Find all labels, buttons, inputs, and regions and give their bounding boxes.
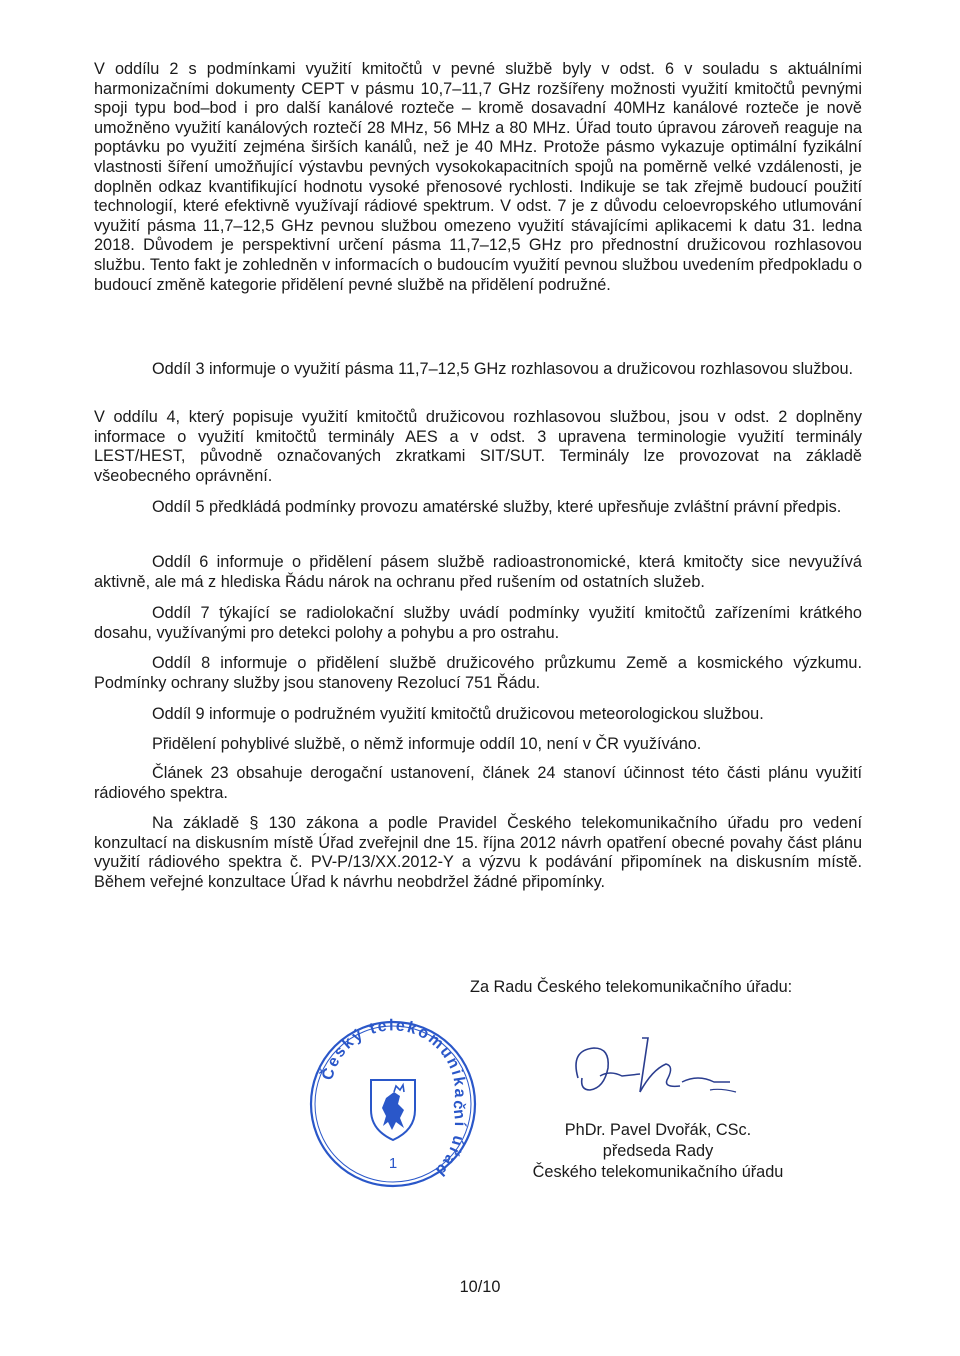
paragraph-section-3: Oddíl 3 informuje o využití pásma 11,7–12,5 GHz rozhlasovou a družicovou rozhlasovou službou. — [152, 360, 854, 378]
paragraph-section-2: V oddílu 2 s podmínkami využití kmitočtů v pevné službě byly v odst. 6 v souladu s aktuálními harmonizačními dokumenty CEPT v pásmu 10,7–11,7 GHz rozšířeny možnosti využití kmitočtů pevnými spoji typu bod–bod i pro další kanálové rozteče – kromě dosavadní 40MHz kanálové rozteče je nově umožněno využití kanálových roztečí 28 MHz, 56 MHz a 80 MHz. Úřad touto úpravou zároveň reaguje na poptávku po využití zejména širších kanálů, než je 40 MHz. Protože pásmo vykazuje optimální fyzikální vlastnosti šíření umožňující výstavbu pevných vysokokapacitních spojů na poměrně velké vzdálenosti, je doplněn odkaz kvantifikující hodnotu vysoké přenosové rychlosti. Indikuje se tak zřejmě budoucí použití technologií, které efektivně využívají rádiové spektrum. V odst. 7 je z důvodu celoevropského utlumování využití pásma 11,7–12,5 GHz pevnou službou omezeno využití stávajícími aplikacemi k datu 31. ledna 2018. Důvodem je perspektivní určení pásma 11,7–12,5 GHz pro přednostní družicovou rozhlasovou službu. Tento fakt je zohledněn v informacích o budoucím využití pevnou službou uvedením předpokladu o budoucí změně kategorie přidělení pevné službě na přidělení podružné. — [94, 60, 862, 294]
official-stamp — [308, 1018, 478, 1190]
signer-role: předseda Rady — [602, 1142, 714, 1160]
paragraph-section-5: Oddíl 5 předkládá podmínky provozu amatérské služby, které upřesňuje zvláštní právní předpis. — [152, 498, 842, 516]
paragraph-section-9: Oddíl 9 informuje o podružném využití kmitočtů družicovou meteorologickou službou. — [152, 705, 764, 723]
lion-shield-icon — [371, 1080, 415, 1140]
paragraph-article-23: Článek 23 obsahuje derogační ustanovení, článek 24 stanoví účinnost této části plánu využití rádiového spektra. — [94, 764, 862, 802]
paragraph-section-10: Přidělení pohyblivé službě, o němž informuje oddíl 10, není v ČR využíváno. — [152, 735, 702, 753]
signer-block — [508, 1120, 808, 1183]
signer-organization: Českého telekomunikačního úřadu — [532, 1163, 784, 1181]
stamp-number: 1 — [388, 1155, 398, 1172]
handwritten-signature — [570, 1030, 750, 1110]
paragraph-section-4: V oddílu 4, který popisuje využití kmitočtů družicovou rozhlasovou službou, jsou v odst. 2 doplněny informace o využití kmitočtů terminály AES a v odst. 3 upravena terminologie využití terminály LEST/HEST, původně označovaných zkratkami SIT/SUT. Terminály lze provozovat na základě všeobecného oprávnění. — [94, 408, 862, 485]
paragraph-consultation: Na základě § 130 zákona a podle Pravidel Českého telekomunikačního úřadu pro vedení konzultací na diskusním místě Úřad zveřejnil dne 15. října 2012 návrh opatření obecné povahy část plánu využití rádiového spektra č. PV-P/13/XX.2012-Y a výzvu k podávání připomínek na diskusním místě. Během veřejné konzultace Úřad k návrhu neobdržel žádné připomínky. — [94, 814, 862, 891]
paragraph-section-7: Oddíl 7 týkající se radiolokační služby uvádí podmínky využití kmitočtů zařízeními krátkého dosahu, využívanými pro detekci polohy a pohybu a pro ostrahu. — [94, 604, 862, 642]
paragraph-section-8: Oddíl 8 informuje o přidělení službě družicového průzkumu Země a kosmického výzkumu. Podmínky ochrany služby jsou stanoveny Rezolucí 751 Řádu. — [94, 654, 862, 692]
stamp-text: Český telekomunikační úřad — [319, 1018, 469, 1181]
signer-name: PhDr. Pavel Dvořák, CSc. — [564, 1121, 752, 1139]
paragraph-section-6: Oddíl 6 informuje o přidělení pásem službě radioastronomické, která kmitočty sice nevyužívá aktivně, ale má z hlediska Řádu nárok na ochranu před rušením od ostatních služeb. — [94, 553, 862, 591]
page-number: 10/10 — [459, 1278, 501, 1296]
signature-heading: Za Radu Českého telekomunikačního úřadu: — [470, 978, 793, 996]
